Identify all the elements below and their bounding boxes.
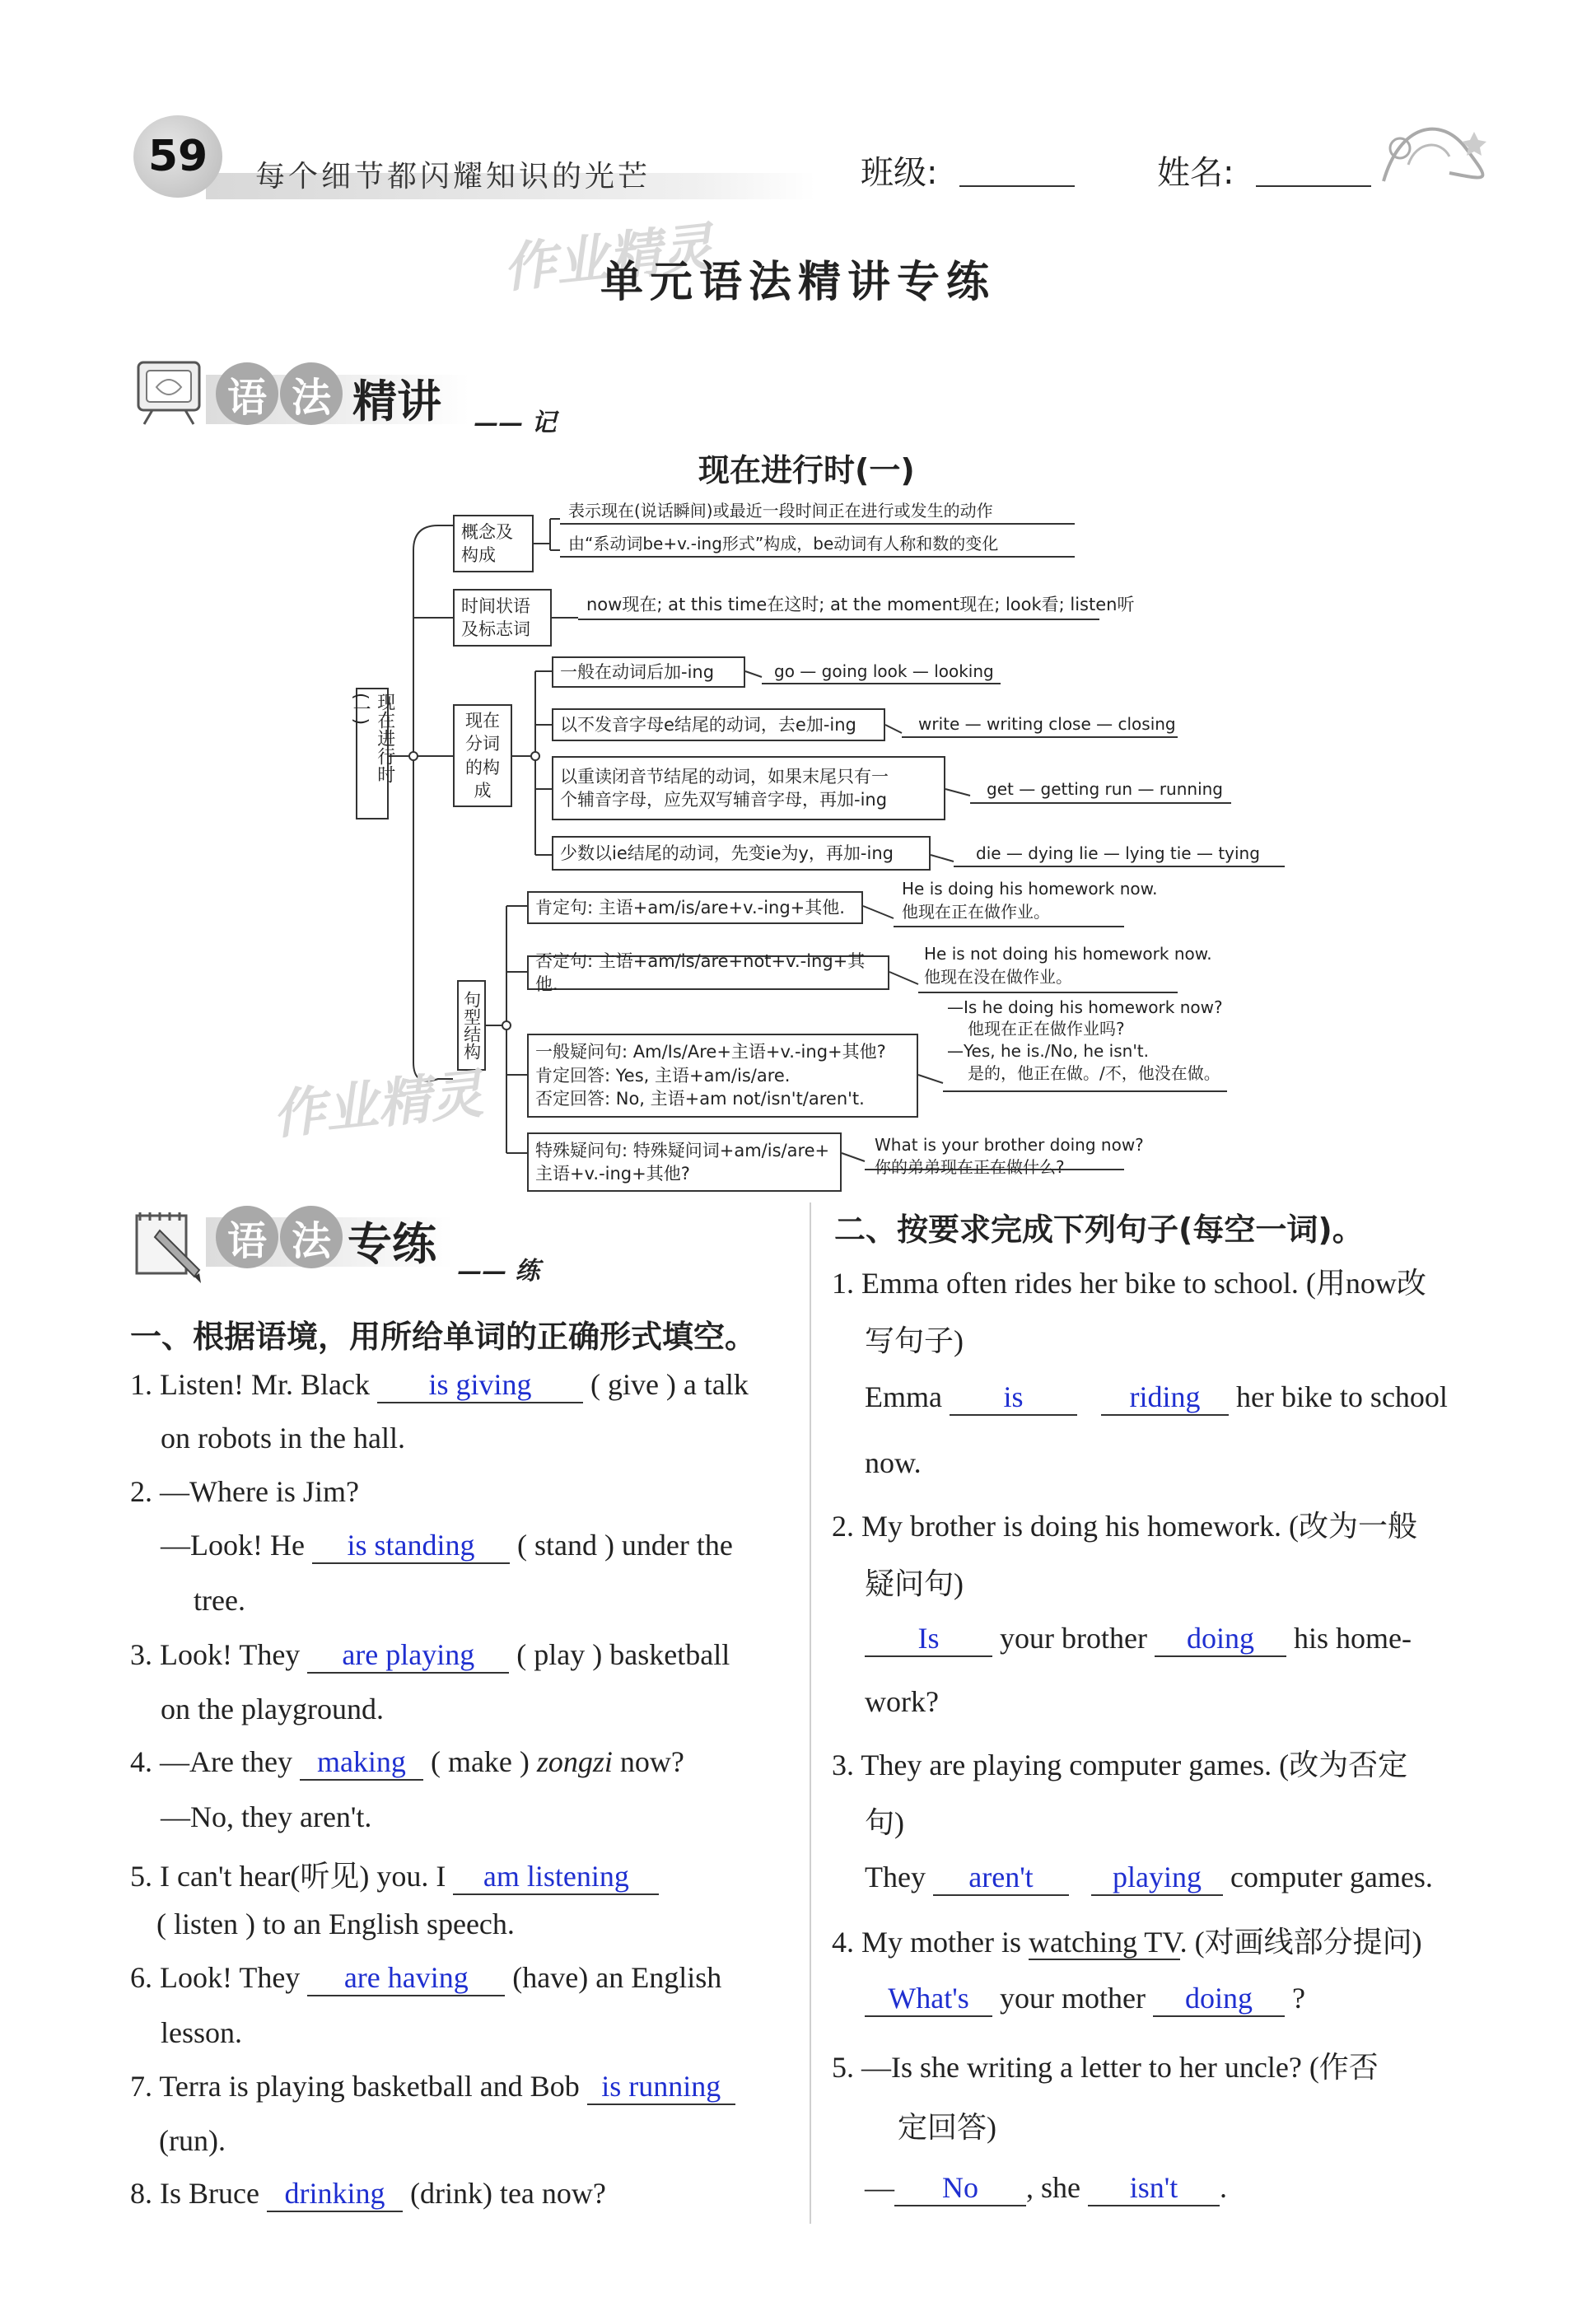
p1-q3-text2: ( play ) basketball xyxy=(516,1638,730,1671)
p1-q4-text3: now? xyxy=(612,1745,684,1778)
p2-q3-answer-1[interactable]: aren't xyxy=(933,1860,1069,1896)
page-title: 单元语法精讲专练 xyxy=(600,257,996,307)
p1-q1-line1 xyxy=(130,1367,749,1403)
section2-sub: —— 练 xyxy=(457,1257,540,1286)
p2-q1-text2: her bike to school xyxy=(1235,1380,1448,1413)
p2-q4-text3: your mother xyxy=(1000,1982,1146,2015)
section1-char2: 法 xyxy=(280,362,343,425)
participle-label: 现在分词的构成 xyxy=(453,704,512,807)
p1-q7-line2: (run). xyxy=(159,2124,226,2157)
sentence-label: 句型结构 xyxy=(457,980,486,1071)
diagram-title: 现在进行时(一) xyxy=(698,452,915,488)
p2-q4-line1 xyxy=(832,1919,1422,1961)
concept-item-2: 由“系动词be+v.-ing形式”构成，be动词有人称和数的变化 xyxy=(568,534,999,553)
p2-q4-line2 xyxy=(865,1981,1305,2017)
part1-heading: 一、根据语境，用所给单词的正确形式填空。 xyxy=(130,1319,757,1355)
watermark-top: 作业精灵 xyxy=(500,217,716,301)
header-motto: 每个细节都闪耀知识的光芒 xyxy=(255,160,651,194)
general-question-rule xyxy=(527,1034,918,1118)
neg-rule: 否定句: 主语+am/is/are+not+v.-ing+其他. xyxy=(527,955,889,990)
class-label: 班级: xyxy=(861,154,938,192)
p2-q1-text: Emma xyxy=(865,1380,942,1413)
p1-q4-line2: —No, they aren't. xyxy=(161,1800,372,1833)
p1-q6-text2: (have) an English xyxy=(512,1961,722,1994)
p1-q5-answer[interactable]: am listening xyxy=(453,1859,659,1895)
affirm-en: He is doing his homework now. xyxy=(902,879,1158,899)
column-divider xyxy=(810,1202,811,2224)
section1-char1: 语 xyxy=(216,362,278,425)
time-text: now现在; at this time在这时; at the moment现在; look看; listen听 xyxy=(586,595,1135,614)
p2-q5-line3 xyxy=(865,2170,1227,2206)
p1-q4-line1 xyxy=(130,1744,684,1781)
p2-q4-answer-2[interactable]: doing xyxy=(1153,1981,1285,2017)
affirm-zh: 他现在正在做作业。 xyxy=(902,902,1050,922)
name-label: 姓名: xyxy=(1157,154,1234,192)
time-label: 时间状语及标志词 xyxy=(453,589,552,647)
special-r2: 主语+v.-ing+其他? xyxy=(535,1164,690,1184)
p2-q5-line1: 5. —Is she writing a letter to her uncle? (作否 xyxy=(832,2051,1379,2084)
p1-q1-answer[interactable]: is giving xyxy=(377,1367,583,1403)
p1-q7-answer[interactable]: is running xyxy=(587,2069,735,2105)
p2-q5-line2: 定回答) xyxy=(898,2111,996,2144)
participle-rule-2: 以不发音字母e结尾的动词，去e加-ing xyxy=(552,708,885,741)
p1-q7-text: 7. Terra is playing basketball and Bob xyxy=(130,2070,580,2103)
special-en: What is your brother doing now? xyxy=(875,1135,1144,1155)
affirm-rule: 肯定句: 主语+am/is/are+v.-ing+其他. xyxy=(527,891,863,924)
p2-q5-answer-2[interactable]: isn't xyxy=(1088,2170,1220,2206)
p2-q2-answer-2[interactable]: doing xyxy=(1155,1621,1286,1657)
p1-q2-answer[interactable]: is standing xyxy=(312,1528,510,1564)
watermark-mid: 作业精灵 xyxy=(269,1063,486,1147)
general-e3: —Yes, he is./No, he isn't. xyxy=(947,1041,1150,1061)
p1-q3-answer[interactable]: are playing xyxy=(307,1637,509,1674)
participle-rule-3 xyxy=(552,756,945,820)
p1-q6-answer[interactable]: are having xyxy=(307,1960,505,1996)
p1-q2-line3: tree. xyxy=(194,1584,245,1617)
participle-rule-3-line2: 个辅音字母，应先双写辅音字母，再加-ing xyxy=(560,790,888,810)
section1-title: 精讲 xyxy=(352,376,441,427)
p1-q3-line1 xyxy=(130,1637,730,1674)
p1-q5-line1 xyxy=(130,1853,659,1895)
p1-q8-line1 xyxy=(130,2176,606,2212)
p2-q4-text: 4. My mother is xyxy=(832,1926,1029,1959)
p2-q4-text4: ? xyxy=(1291,1982,1305,2015)
p1-q8-text2: (drink) tea now? xyxy=(409,2177,606,2210)
concept-item-1: 表示现在(说话瞬间)或最近一段时间正在进行或发生的动作 xyxy=(568,501,993,521)
p2-q3-answer-2[interactable]: playing xyxy=(1091,1860,1223,1896)
section2-title: 专练 xyxy=(348,1218,436,1270)
p1-q4-zongzi: zongzi xyxy=(536,1745,613,1778)
special-question-rule xyxy=(527,1132,842,1192)
p2-q2-line4: work? xyxy=(865,1685,939,1718)
p2-q5-dash: — xyxy=(865,2171,894,2204)
p1-q2-text: —Look! He xyxy=(161,1529,305,1562)
p1-q4-text: 4. —Are they xyxy=(130,1745,292,1778)
p1-q8-text: 8. Is Bruce xyxy=(130,2177,259,2210)
part2-heading: 二、按要求完成下列句子(每空一词)。 xyxy=(834,1212,1364,1248)
section1-sub: —— 记 xyxy=(474,409,557,437)
participle-rule-4: 少数以ie结尾的动词，先变ie为y，再加-ing xyxy=(552,836,931,871)
p1-q8-answer[interactable]: drinking xyxy=(267,2176,403,2212)
participle-ex-4: die — dying lie — lying tie — tying xyxy=(976,843,1260,863)
p1-q3-line2: on the playground. xyxy=(161,1693,384,1725)
participle-rule-1: 一般在动词后加-ing xyxy=(552,656,745,688)
general-e1: —Is he doing his homework now? xyxy=(947,997,1223,1017)
participle-ex-3: get — getting run — running xyxy=(987,779,1223,799)
p2-q3-text: They xyxy=(865,1861,926,1893)
general-r2: 肯定回答: Yes, 主语+am/is/are. xyxy=(535,1065,791,1086)
general-r3: 否定回答: No, 主语+am not/isn't/aren't. xyxy=(535,1089,865,1109)
participle-ex-2: write — writing close — closing xyxy=(918,714,1176,734)
p2-q2-line1: 2. My brother is doing his homework. (改为一般 xyxy=(832,1510,1417,1543)
p1-q7-line1 xyxy=(130,2069,735,2105)
section2-char2: 法 xyxy=(280,1206,343,1268)
general-e2: 他现在正在做作业吗? xyxy=(968,1019,1125,1039)
notebook-pencil-icon xyxy=(130,1204,206,1286)
p1-q1-line2: on robots in the hall. xyxy=(161,1422,405,1455)
general-e4: 是的，他正在做。/不，他没在做。 xyxy=(968,1063,1220,1083)
p1-q4-answer[interactable]: making xyxy=(300,1744,423,1781)
concept-label: 概念及构成 xyxy=(453,515,534,572)
p2-q3-line3 xyxy=(865,1860,1433,1896)
p2-q3-line1: 3. They are playing computer games. (改为否定 xyxy=(832,1749,1408,1781)
p1-q6-line2: lesson. xyxy=(161,2016,242,2049)
p2-q5-text: , she xyxy=(1026,2171,1080,2204)
p2-q5-answer-1[interactable]: No xyxy=(894,2170,1026,2206)
p1-q6-text: 6. Look! They xyxy=(130,1961,301,1994)
p2-q2-line3 xyxy=(865,1621,1412,1657)
p2-q3-text2: computer games. xyxy=(1230,1861,1433,1893)
participle-ex-1: go — going look — looking xyxy=(774,661,994,681)
p2-q2-answer-1[interactable]: Is xyxy=(865,1621,992,1657)
general-r1: 一般疑问句: Am/Is/Are+主语+v.-ing+其他? xyxy=(535,1042,886,1062)
p2-q4-text2: . (对画线部分提问) xyxy=(1179,1926,1422,1959)
p2-q1-line3 xyxy=(865,1380,1448,1416)
page-number: 59 xyxy=(133,115,222,198)
special-r1: 特殊疑问句: 特殊疑问词+am/is/are+ xyxy=(535,1140,830,1160)
p2-q4-answer-1[interactable]: What's xyxy=(865,1981,992,2017)
p2-q2-text2: his home- xyxy=(1293,1622,1412,1655)
p2-q2-text: your brother xyxy=(1000,1622,1147,1655)
neg-zh: 他现在没在做作业。 xyxy=(924,967,1072,987)
p2-q1-answer-2[interactable]: riding xyxy=(1101,1380,1229,1416)
p1-q1-text2: ( give ) a talk xyxy=(590,1368,749,1401)
neg-en: He is not doing his homework now. xyxy=(924,944,1212,964)
p1-q5-line2: ( listen ) to an English speech. xyxy=(156,1907,515,1940)
special-zh: 你的弟弟现在正在做什么? xyxy=(875,1157,1065,1177)
p1-q3-text: 3. Look! They xyxy=(130,1638,301,1671)
p1-q1-text: 1. Listen! Mr. Black xyxy=(130,1368,370,1401)
p2-q4-underlined: watching TV xyxy=(1029,1926,1180,1959)
p1-q2-line2 xyxy=(161,1528,733,1564)
p2-q3-line2: 句) xyxy=(865,1806,904,1839)
p1-q5-text: 5. I can't hear(听见) you. I xyxy=(130,1860,446,1893)
p1-q6-line1 xyxy=(130,1960,721,1996)
p1-q2-text2: ( stand ) under the xyxy=(516,1529,733,1562)
p2-q1-line1: 1. Emma often rides her bike to school. (用now改 xyxy=(832,1267,1426,1300)
diagram-root: 现在进行时(一) xyxy=(356,688,389,819)
p2-q1-line2: 写句子) xyxy=(865,1324,964,1357)
p2-q1-line4: now. xyxy=(865,1446,922,1479)
p2-q2-line2: 疑问句) xyxy=(865,1567,964,1600)
section2-char1: 语 xyxy=(216,1206,278,1268)
participle-rule-3-line1: 以重读闭音节结尾的动词，如果末尾只有一 xyxy=(560,766,889,787)
p2-q5-text2: . xyxy=(1220,2171,1227,2204)
p1-q4-text2: ( make ) xyxy=(430,1745,537,1778)
p1-q2-line1: 2. —Where is Jim? xyxy=(130,1475,359,1508)
p2-q1-answer-1[interactable]: is xyxy=(950,1380,1077,1416)
